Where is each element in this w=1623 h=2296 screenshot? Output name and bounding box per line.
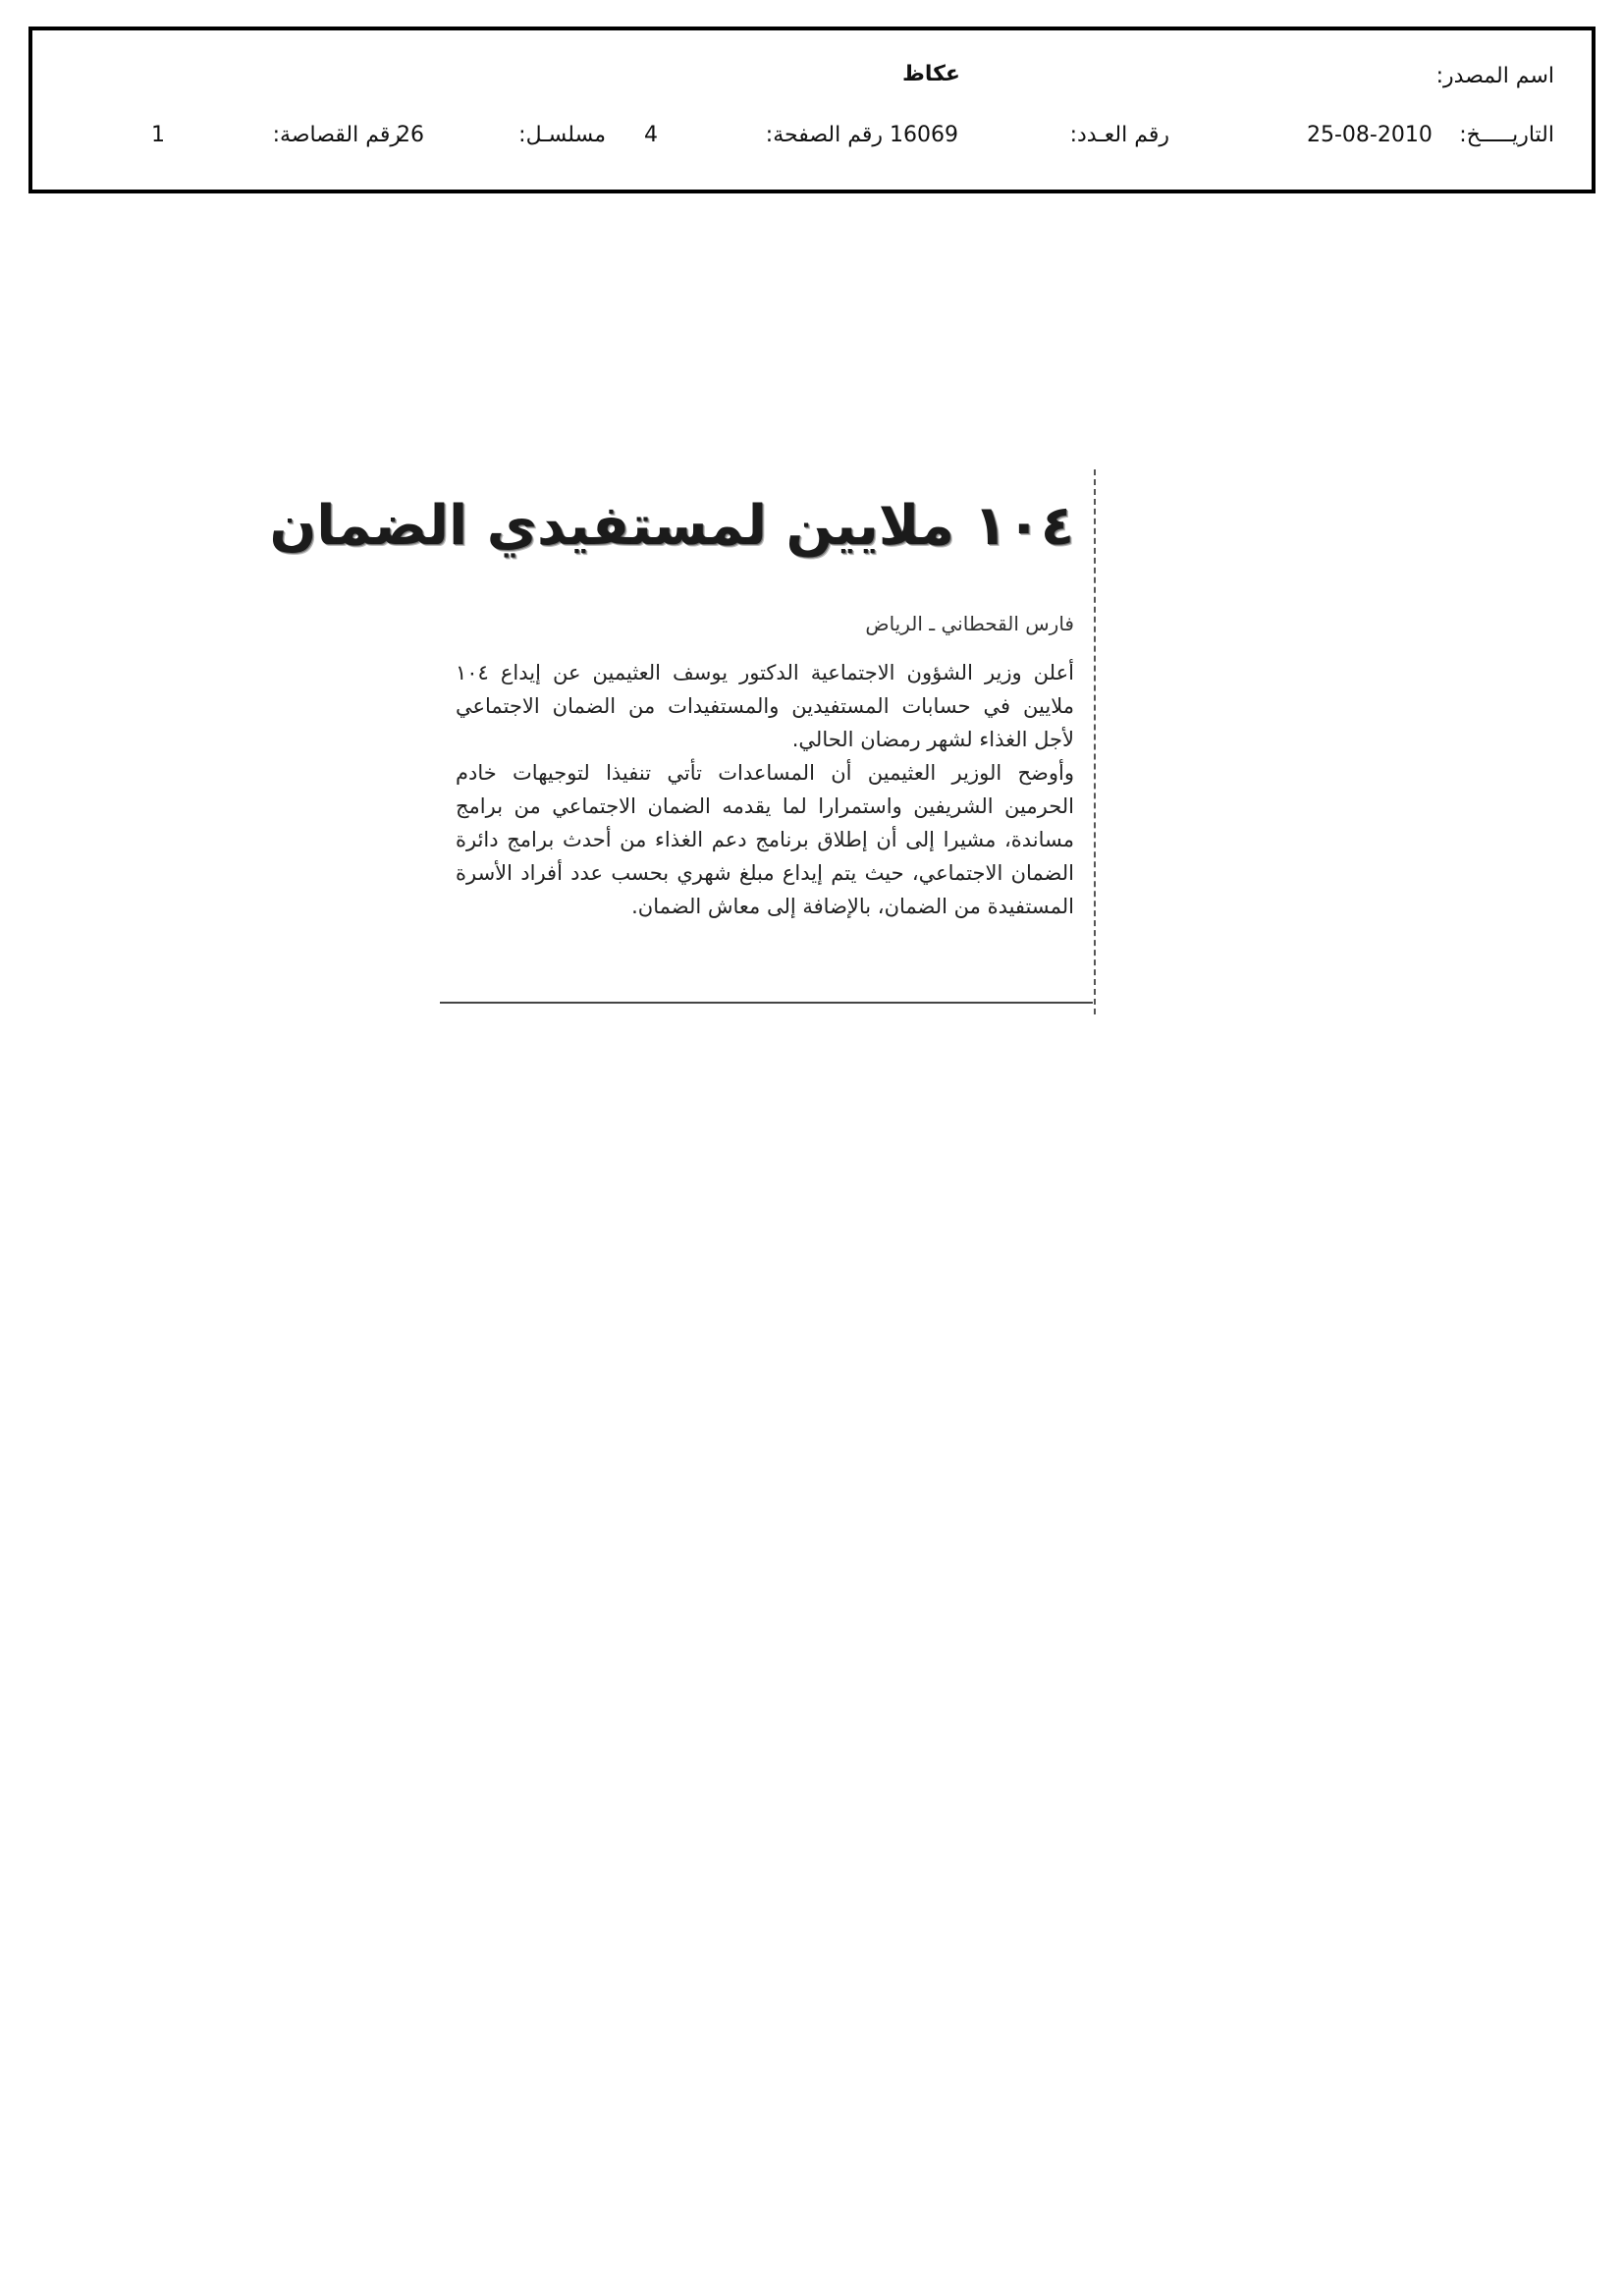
clip-value: 1: [151, 123, 165, 147]
clipping-edge-vertical: [1094, 469, 1096, 1014]
issue-label: رقم العـدد:: [1069, 123, 1169, 147]
clip-label: رقم القصاصة:: [272, 123, 401, 147]
source-value: عكاظ: [902, 62, 960, 86]
date-value: 25-08-2010: [1307, 123, 1433, 147]
source-label: اسم المصدر:: [1435, 64, 1554, 88]
clipping-edge-horizontal: [440, 1002, 1093, 1004]
article-body: [456, 656, 1074, 923]
newspaper-clipping: [269, 469, 1096, 1010]
page-label: رقم الصفحة:: [765, 123, 883, 147]
date-label: التاريـــــخ:: [1459, 123, 1554, 147]
source-metadata-box: [28, 27, 1596, 193]
serial-value: 26: [397, 123, 424, 147]
article-paragraph: أعلن وزير الشؤون الاجتماعية الدكتور يوسف العثيمين عن إيداع ١٠٤ ملايين في حسابات المستفيدين والمستفيدات من الضمان الاجتماعي لأجل الغذاء لشهر رمضان الحالي.: [456, 661, 1074, 751]
article-byline: فارس القحطاني ـ الرياض: [865, 612, 1074, 635]
issue-value: 16069: [890, 123, 958, 147]
serial-label: مسلسـل:: [518, 123, 606, 147]
article-paragraph: وأوضح الوزير العثيمين أن المساعدات تأتي تنفيذا لتوجيهات خادم الحرمين الشريفين واستمرارا لما يقدمه الضمان الاجتماعي من برامج مساندة، مشيرا إلى أن إطلاق برنامج دعم الغذاء من أحدث برامج دائرة الضمان الاجتماعي، حيث يتم إيداع مبلغ شهري بحسب عدد أفراد الأسرة المستفيدة من الضمان، بالإضافة إلى معاش الضمان.: [456, 761, 1074, 918]
article-headline: ١٠٤ ملايين لمستفيدي الضمان: [269, 494, 1074, 558]
page-value: 4: [644, 123, 658, 147]
